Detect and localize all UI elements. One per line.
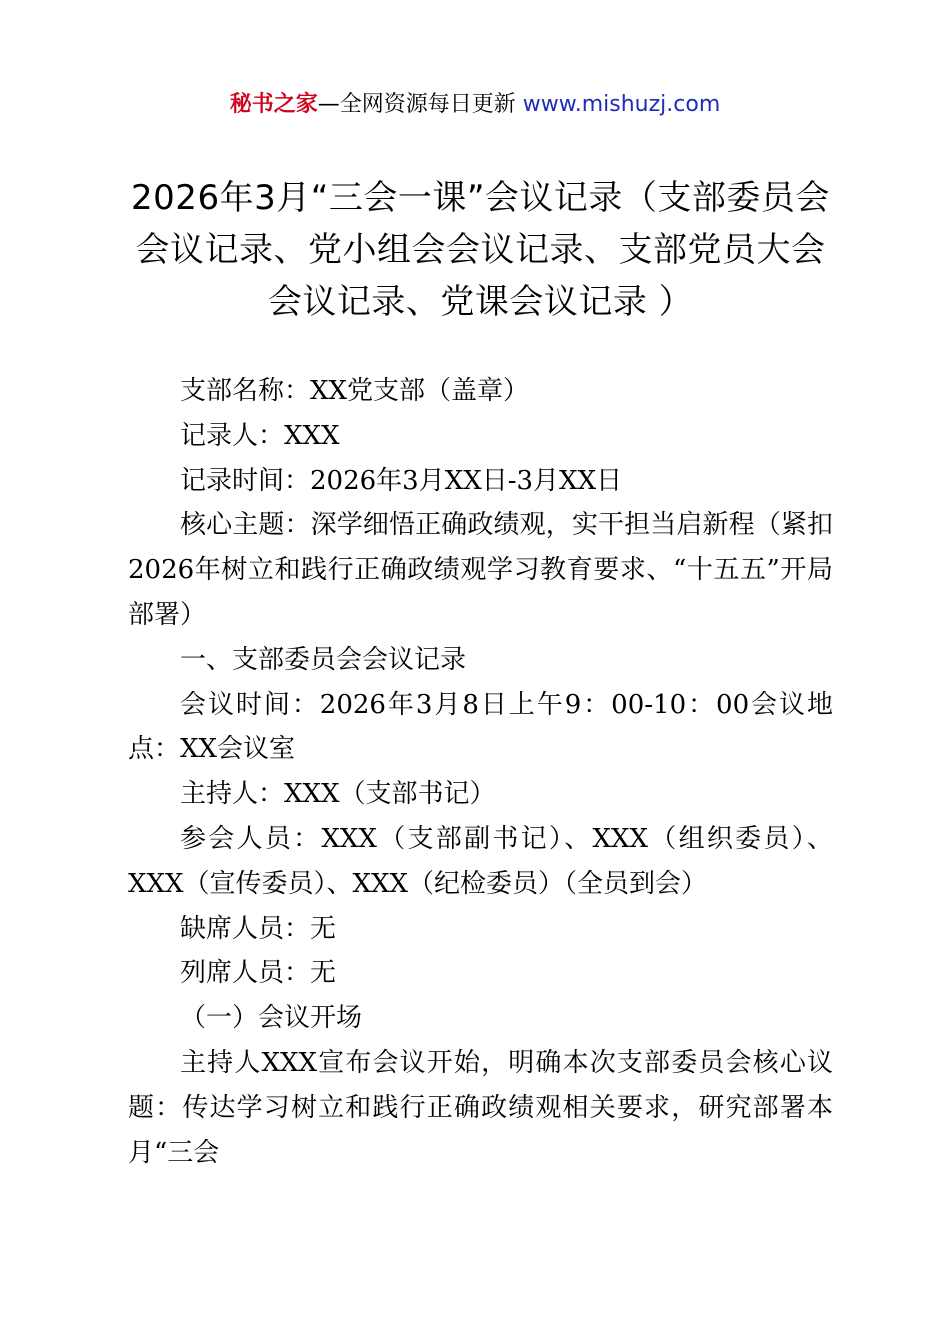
branch-name-line: 支部名称：XX党支部（盖章） bbox=[180, 376, 530, 406]
recorder-line: 记录人：XXX bbox=[180, 420, 340, 451]
host-line: 主持人：XXX（支部书记） bbox=[180, 779, 496, 810]
site-tagline: —全网资源每日更新 bbox=[317, 92, 523, 117]
site-url-link[interactable]: www.mishuzj.com bbox=[522, 92, 721, 117]
site-header bbox=[0, 90, 950, 120]
absent-line: 缺席人员：无 bbox=[180, 913, 337, 944]
section-heading-committee-meeting: 一、支部委员会会议记录 bbox=[180, 644, 467, 675]
record-time-line: 记录时间：2026年3月XX日-3月XX日 bbox=[180, 465, 623, 496]
subsection-heading-opening: （一）会议开场 bbox=[180, 1003, 363, 1034]
meeting-time-place-paragraph: 会议时间：2026年3月8日上午9：00-10：00会议地点：XX会议室 bbox=[128, 689, 833, 765]
document-title: 2026年3月“三会一课”会议记录（支部委员会会议记录、党小组会会议记录、支部党员大会会议记录、党课会议记录 ） bbox=[131, 178, 830, 322]
core-theme-paragraph: 核心主题：深学细悟正确政绩观，实干担当启新程（紧扣2026年树立和践行正确政绩观学习教育要求、“十五五”开局部署） bbox=[128, 510, 833, 630]
attendees-paragraph: 参会人员：XXX（支部副书记）、XXX（组织委员）、XXX（宣传委员）、XXX（纪检委员）（全员到会） bbox=[128, 823, 833, 899]
site-brand: 秘书之家 bbox=[229, 92, 318, 117]
observers-line: 列席人员：无 bbox=[180, 958, 337, 989]
opening-paragraph: 主持人XXX宣布会议开始，明确本次支部委员会核心议题：传达学习树立和践行正确政绩观相关要求，研究部署本月“三会 bbox=[128, 1047, 833, 1168]
document-body bbox=[128, 369, 833, 1175]
